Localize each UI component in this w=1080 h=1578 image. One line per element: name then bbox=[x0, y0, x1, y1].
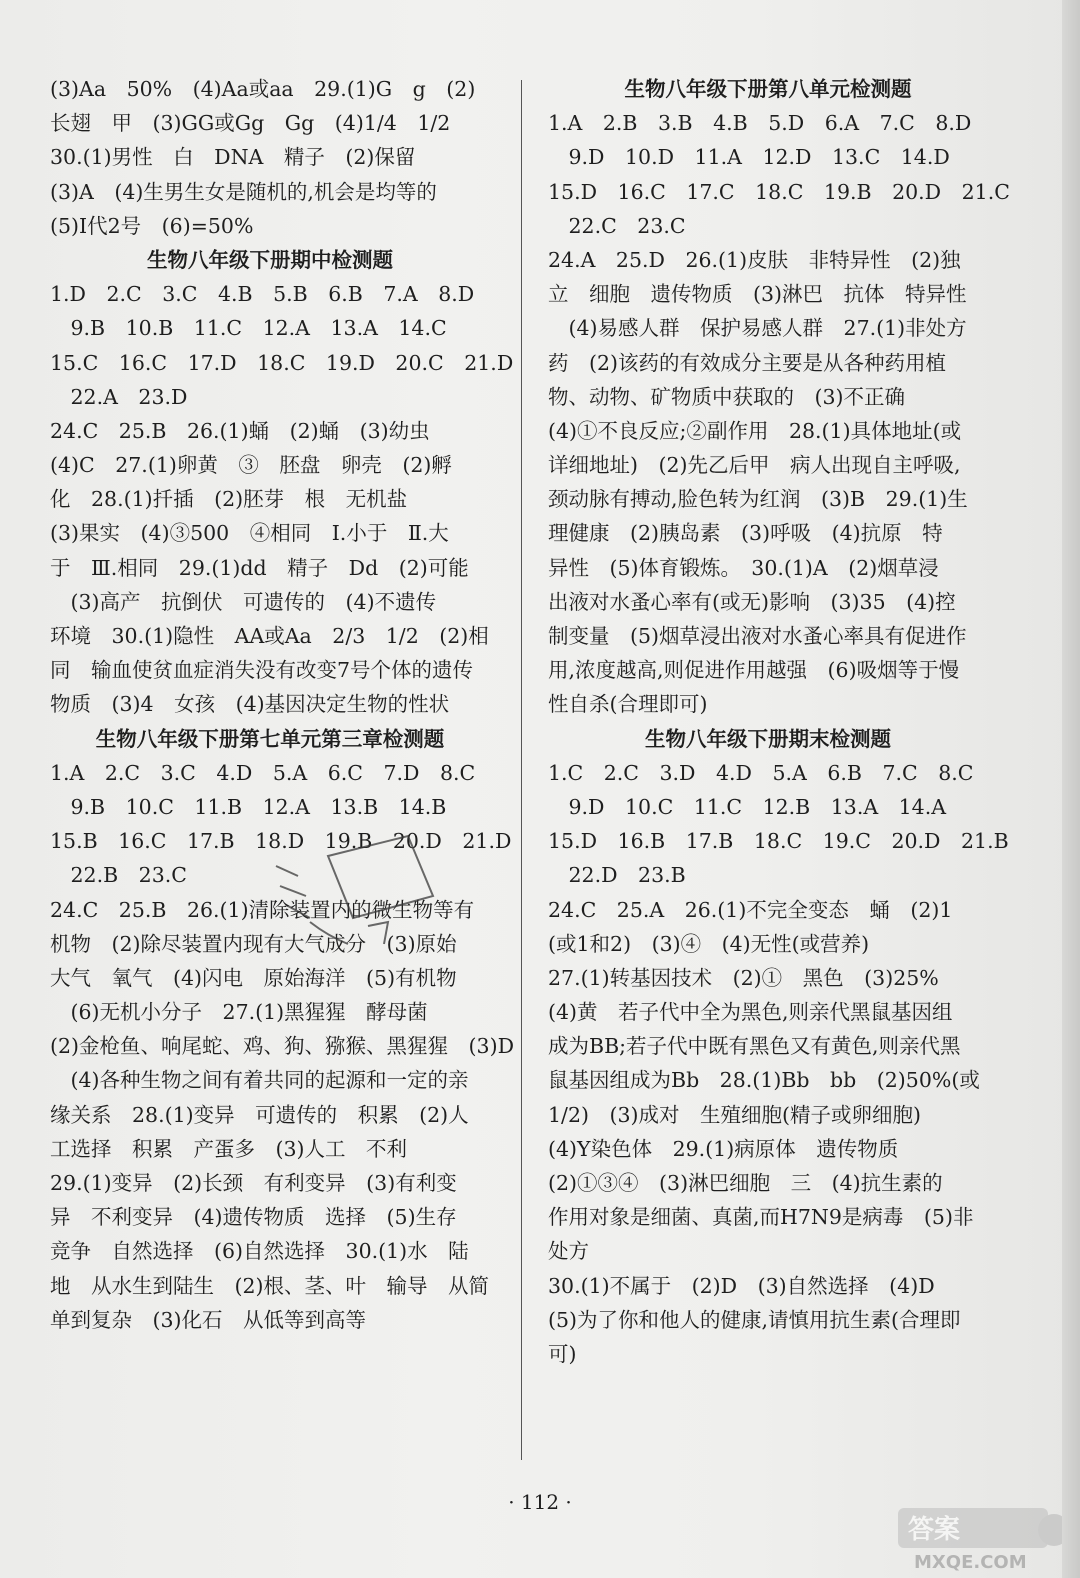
answer-line: (4)各种生物之间有着共同的起源和一定的亲 bbox=[50, 1068, 469, 1093]
answer-line: 1.C 2.C 3.D 4.D 5.A 6.B 7.C 8.C bbox=[548, 760, 974, 785]
answer-line: 24.C 25.B 26.(1)蛹 (2)蛹 (3)幼虫 bbox=[50, 418, 430, 443]
answer-line: 化 28.(1)扦插 (2)胚芽 根 无机盐 bbox=[50, 487, 408, 512]
answer-line: 用,浓度越高,则促进作用越强 (6)吸烟等于慢 bbox=[548, 658, 960, 683]
answer-line: (4)Y染色体 29.(1)病原体 遗传物质 bbox=[548, 1136, 899, 1161]
answer-line: 异 不利变异 (4)遗传物质 选择 (5)生存 bbox=[50, 1205, 457, 1230]
answer-line: 理健康 (2)胰岛素 (3)呼吸 (4)抗原 特 bbox=[548, 521, 943, 546]
answer-line: 立 细胞 遗传物质 (3)淋巴 抗体 特异性 bbox=[548, 282, 967, 307]
answer-line: 22.A 23.D bbox=[50, 384, 188, 409]
answer-line: 药 (2)该药的有效成分主要是从各种药用植 bbox=[548, 350, 947, 375]
answer-line: 30.(1)男性 白 DNA 精子 (2)保留 bbox=[50, 145, 416, 170]
section-heading: 生物八年级下册第七单元第三章检测题 bbox=[95, 726, 445, 751]
answer-line: 1.A 2.B 3.B 4.B 5.D 6.A 7.C 8.D bbox=[548, 111, 972, 136]
answer-line: 30.(1)不属于 (2)D (3)自然选择 (4)D bbox=[548, 1273, 935, 1298]
section-heading: 生物八年级下册第八单元检测题 bbox=[624, 77, 912, 101]
answer-line: 地 从水生到陆生 (2)根、茎、叶 输导 从简 bbox=[50, 1273, 490, 1298]
answer-line: (2)①③④ (3)淋巴细胞 三 (4)抗生素的 bbox=[548, 1171, 943, 1195]
answer-line: (3)高产 抗倒伏 可遗传的 (4)不遗传 bbox=[50, 589, 437, 614]
answer-line: 物、动物、矿物质中获取的 (3)不正确 bbox=[548, 384, 906, 409]
answer-line: 可) bbox=[548, 1341, 577, 1366]
answer-line: (或1和2) (3)④ (4)无性(或营养) bbox=[548, 931, 870, 956]
answer-line: 鼠基因组成为Bb 28.(1)Bb bb (2)50%(或 bbox=[548, 1068, 980, 1093]
answer-line: 22.C 23.C bbox=[548, 213, 686, 238]
answer-line: 29.(1)变异 (2)长颈 有利变异 (3)有利变 bbox=[50, 1171, 457, 1195]
answer-line: 24.C 25.A 26.(1)不完全变态 蛹 (2)1 bbox=[548, 897, 953, 922]
answer-line: 环境 30.(1)隐性 AA或Aa 2/3 1/2 (2)相 bbox=[50, 624, 489, 648]
page-number: · 112 · bbox=[508, 1490, 572, 1514]
svg-text:答案: 答案 bbox=[908, 1515, 961, 1545]
answer-line: 单到复杂 (3)化石 从低等到高等 bbox=[50, 1307, 367, 1332]
answer-line: 异性 (5)体育锻炼。 30.(1)A (2)烟草浸 bbox=[548, 555, 939, 580]
answer-line: 颈动脉有搏动,脸色转为红润 (3)B 29.(1)生 bbox=[548, 487, 968, 512]
answer-line: 成为BB;若子代中既有黑色又有黄色,则亲代黑 bbox=[548, 1034, 961, 1059]
answer-line: 出液对水蚤心率有(或无)影响 (3)35 (4)控 bbox=[548, 589, 956, 614]
answer-line: 9.D 10.D 11.A 12.D 13.C 14.D bbox=[548, 145, 950, 170]
answer-line: 22.B 23.C bbox=[50, 863, 187, 888]
answer-line: 于 Ⅲ.相同 29.(1)dd 精子 Dd (2)可能 bbox=[50, 555, 469, 580]
answer-line: (4)黄 若子代中全为黑色,则亲代黑鼠基因组 bbox=[548, 1000, 953, 1025]
answer-line: 1.A 2.C 3.C 4.D 5.A 6.C 7.D 8.C bbox=[50, 760, 476, 785]
column-divider bbox=[521, 80, 522, 1460]
answer-line: (3)A (4)生男生女是随机的,机会是均等的 bbox=[50, 179, 437, 204]
answer-line: 机物 (2)除尽装置内现有大气成分 (3)原始 bbox=[50, 931, 457, 956]
answer-line: (6)无机小分子 27.(1)黑猩猩 酵母菌 bbox=[50, 1000, 428, 1025]
answer-line: 作用对象是细菌、真菌,而H7N9是病毒 (5)非 bbox=[548, 1205, 974, 1230]
answer-line: 9.D 10.C 11.C 12.B 13.A 14.A bbox=[548, 794, 947, 819]
section-heading: 生物八年级下册期中检测题 bbox=[147, 247, 393, 272]
answer-line: (3)Aa 50% (4)Aa或aa 29.(1)G g (2) bbox=[50, 77, 476, 101]
answer-line: 同 输血使贫血症消失没有改变7号个体的遗传 bbox=[50, 658, 474, 683]
answer-line: (3)果实 (4)③500 ④相同 Ⅰ.小于 Ⅱ.大 bbox=[50, 521, 449, 546]
answer-line: 24.C 25.B 26.(1)清除装置内的微生物等有 bbox=[50, 897, 475, 922]
right-column bbox=[548, 72, 1010, 1371]
answer-line: 15.B 16.C 17.B 18.D 19.B 20.D 21.D bbox=[50, 829, 512, 854]
answer-line: 1.D 2.C 3.C 4.B 5.B 6.B 7.A 8.D bbox=[50, 282, 475, 307]
mxqe-watermark-logo bbox=[894, 1502, 1074, 1574]
answer-line: (4)易感人群 保护易感人群 27.(1)非处方 bbox=[548, 316, 967, 341]
answer-line: 性自杀(合理即可) bbox=[548, 692, 708, 717]
left-column bbox=[50, 72, 515, 1337]
answer-line: 22.D 23.B bbox=[548, 863, 686, 888]
answer-line: 9.B 10.B 11.C 12.A 13.A 14.C bbox=[50, 316, 447, 341]
answer-line: 处方 bbox=[548, 1239, 589, 1264]
answer-line: 24.A 25.D 26.(1)皮肤 非特异性 (2)独 bbox=[548, 247, 961, 272]
answer-line: 大气 氧气 (4)闪电 原始海洋 (5)有机物 bbox=[50, 965, 457, 990]
watermark-text: MXQE.COM bbox=[914, 1552, 1027, 1573]
handwritten-stamp bbox=[258, 826, 458, 956]
answer-line: 竞争 自然选择 (6)自然选择 30.(1)水 陆 bbox=[50, 1239, 469, 1264]
answer-line: 长翅 甲 (3)GG或Gg Gg (4)1/4 1/2 bbox=[50, 111, 451, 136]
answer-line: (4)C 27.(1)卵黄 ③ 胚盘 卵壳 (2)孵 bbox=[50, 453, 452, 478]
answer-line: 缘关系 28.(1)变异 可遗传的 积累 (2)人 bbox=[50, 1102, 469, 1127]
answer-line: 15.C 16.C 17.D 18.C 19.D 20.C 21.D bbox=[50, 350, 514, 375]
answer-line: (5)Ⅰ代2号 (6)=50% bbox=[50, 213, 254, 238]
answer-line: 15.D 16.B 17.B 18.C 19.C 20.D 21.B bbox=[548, 829, 1009, 854]
answer-line: 27.(1)转基因技术 (2)① 黑色 (3)25% bbox=[548, 965, 939, 990]
answer-line: (4)①不良反应;②副作用 28.(1)具体地址(或 bbox=[548, 418, 962, 443]
answer-line: 物质 (3)4 女孩 (4)基因决定生物的性状 bbox=[50, 692, 450, 717]
answer-line: 9.B 10.C 11.B 12.A 13.B 14.B bbox=[50, 794, 447, 819]
answer-line: (5)为了你和他人的健康,请慎用抗生素(合理即 bbox=[548, 1307, 961, 1332]
answer-line: 工选择 积累 产蛋多 (3)人工 不利 bbox=[50, 1136, 408, 1161]
binding-edge bbox=[1062, 0, 1080, 1578]
answer-line: 制变量 (5)烟草浸出液对水蚤心率具有促进作 bbox=[548, 624, 967, 648]
answer-line: 详细地址) (2)先乙后甲 病人出现自主呼吸, bbox=[548, 453, 961, 478]
answer-line: 15.D 16.C 17.C 18.C 19.B 20.D 21.C bbox=[548, 179, 1010, 204]
answer-line: (2)金枪鱼、响尾蛇、鸡、狗、猕猴、黑猩猩 (3)D bbox=[50, 1034, 515, 1059]
answer-line: 1/2) (3)成对 生殖细胞(精子或卵细胞) bbox=[548, 1102, 922, 1127]
section-heading: 生物八年级下册期末检测题 bbox=[645, 726, 891, 751]
